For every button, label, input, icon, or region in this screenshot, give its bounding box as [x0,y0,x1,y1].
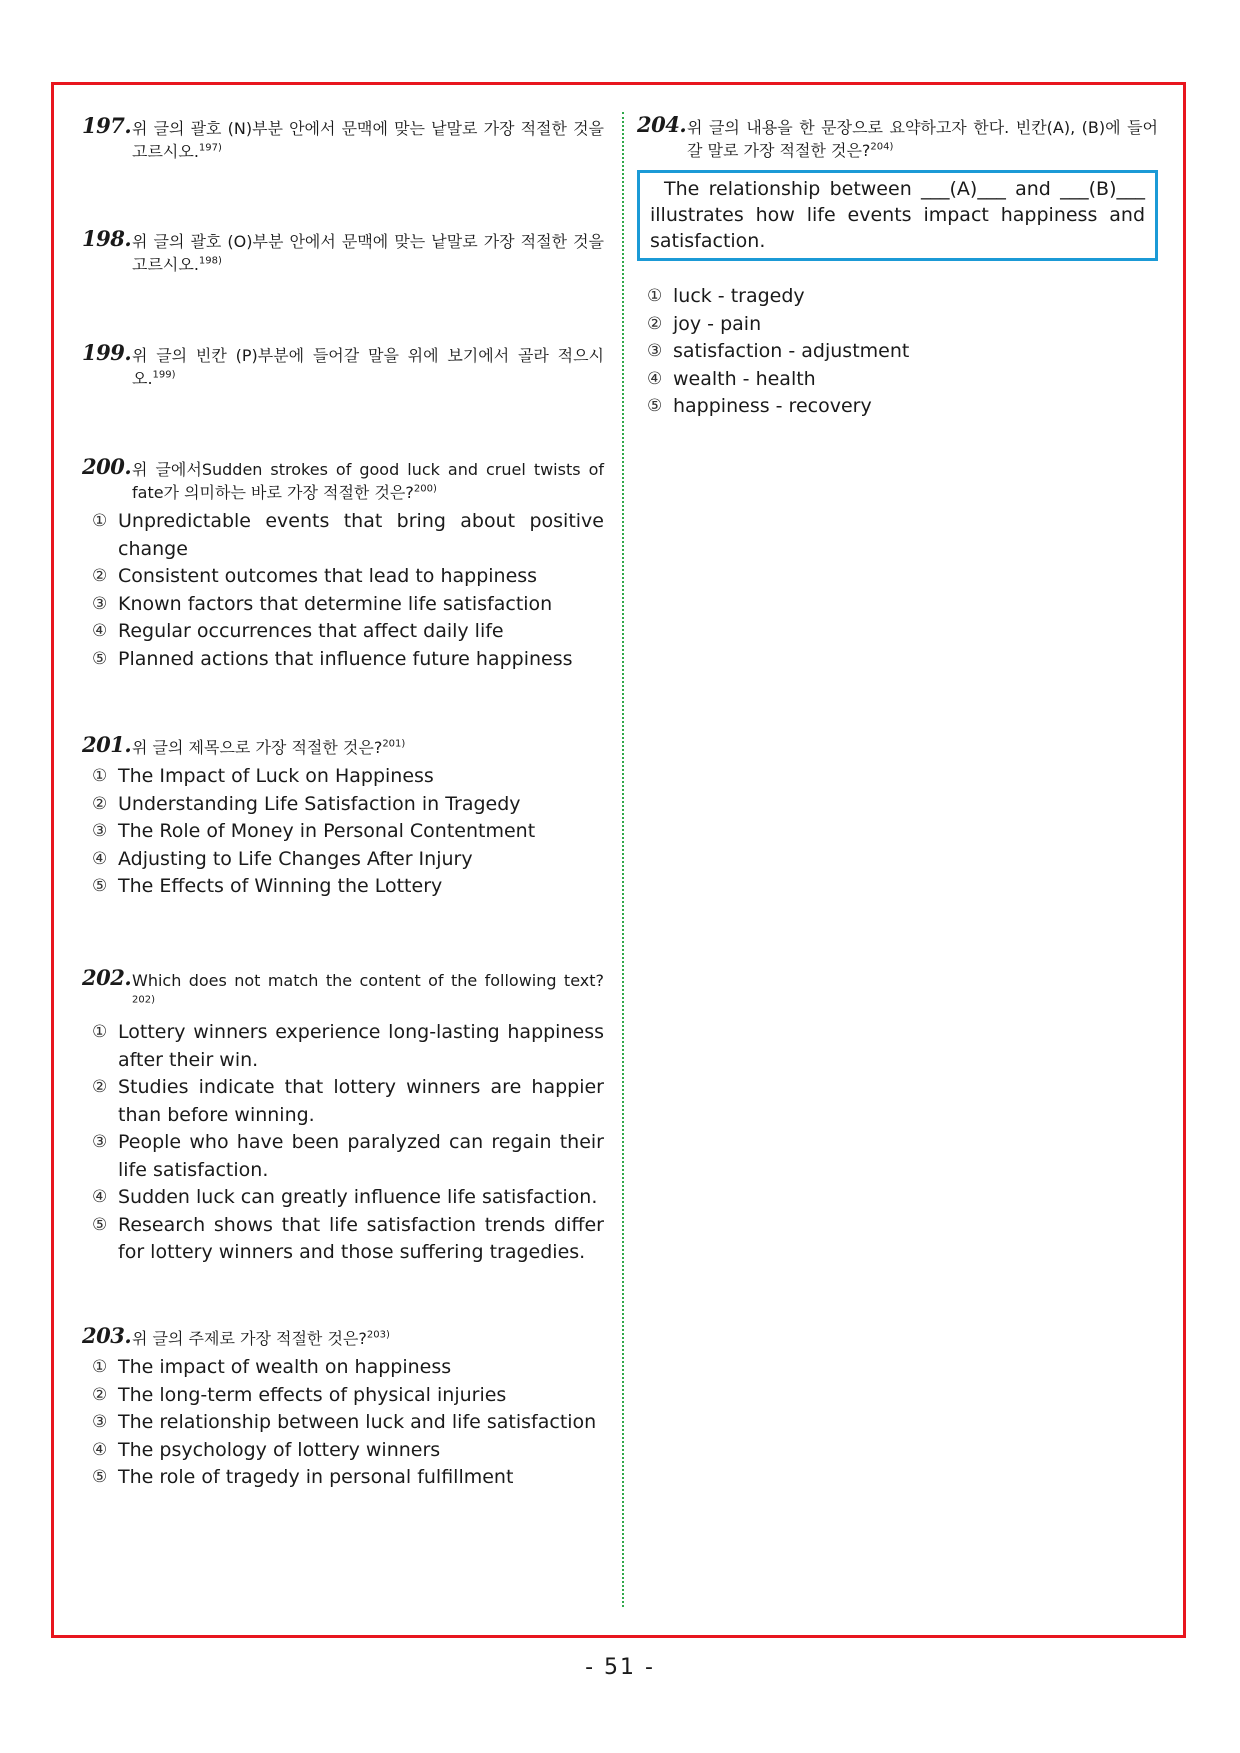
column-divider [622,112,624,1607]
answer-option-3[interactable] [637,338,1158,366]
answer-option-4[interactable] [637,366,1158,394]
option-text: Lottery winners experience long-lasting happiness after their win. [118,1021,604,1071]
option-number: ④ [92,1187,108,1207]
answer-option-3[interactable] [82,818,604,846]
answer-option-4[interactable] [82,618,604,646]
question-201-prompt [82,732,604,759]
option-number: ⑤ [92,876,108,896]
question-number: 203. [82,1323,132,1348]
question-number: 200. [82,454,132,479]
option-number: ① [92,1357,108,1377]
question-203 [82,1323,604,1492]
question-number: 202. [82,965,132,990]
answer-option-5[interactable] [82,1464,604,1492]
question-number: 198. [82,226,132,251]
option-text: The impact of wealth on happiness [118,1356,452,1378]
option-text: The psychology of lottery winners [118,1438,441,1461]
option-text: People who have been paralyzed can regain their life satisfaction. [118,1131,604,1181]
footnote-ref: 199) [152,369,176,381]
answer-option-1[interactable] [82,763,604,791]
question-number: 199. [82,340,132,365]
answer-option-5[interactable] [82,1212,604,1267]
answer-option-4[interactable] [82,846,604,874]
page-number: - 51 - [585,1655,655,1680]
question-204 [637,112,1158,421]
summary-text: The relationship between ___(A)___ and ___(B)___ illustrates how life events impact happiness and satisfaction. [650,178,1145,252]
answer-option-5[interactable] [82,646,604,674]
answer-options [637,283,1158,421]
question-text: 위 글의 내용을 한 문장으로 요약하고자 한다. 빈칸(A), (B)에 들어갈 말로 가장 적절한 것은? [687,118,1158,160]
question-text: 위 글의 빈칸 (P)부분에 들어갈 말을 위에 보기에서 골라 적으시오. [132,346,604,388]
answer-option-2[interactable] [82,1074,604,1129]
summary-box [637,170,1158,261]
question-number: 197. [82,113,132,138]
question-text: 위 글에서Sudden strokes of good luck and cruel twists of fate가 의미하는 바로 가장 적절한 것은? [132,460,604,502]
option-number: ③ [647,341,663,361]
option-text: joy - pain [673,312,762,335]
option-text: Planned actions that influence future happiness [118,647,573,670]
option-text: wealth - health [673,367,816,390]
question-202-prompt [82,965,604,1015]
footnote-ref: 198) [198,255,222,267]
answer-option-3[interactable] [82,591,604,619]
question-text: 위 글의 괄호 (O)부분 안에서 문맥에 맞는 낱말로 가장 적절한 것을 고르시오. [132,232,604,274]
option-text: Sudden luck can greatly influence life satisfaction. [118,1186,598,1208]
footnote-ref: 202) [132,994,155,1006]
option-text: The role of tragedy in personal fulfillment [118,1466,514,1488]
answer-option-2[interactable] [637,311,1158,339]
option-number: ① [647,286,663,306]
answer-option-1[interactable] [82,1019,604,1074]
question-number: 201. [82,732,132,757]
option-text: The Role of Money in Personal Contentment [118,820,536,842]
answer-option-5[interactable] [637,393,1158,421]
option-number: ③ [92,593,108,614]
answer-option-1[interactable] [82,1354,604,1382]
option-text: Understanding Life Satisfaction in Tragedy [118,792,521,815]
option-text: Unpredictable events that bring about positive change [118,510,604,560]
option-number: ② [92,566,108,586]
answer-options [82,763,604,901]
answer-option-5[interactable] [82,873,604,901]
option-text: The long-term effects of physical injuries [118,1383,507,1406]
answer-option-3[interactable] [82,1129,604,1184]
option-number: ③ [92,1412,108,1432]
answer-options [82,1019,604,1267]
question-199-prompt [82,340,604,390]
option-text: satisfaction - adjustment [673,340,910,362]
question-203-prompt [82,1323,604,1350]
footnote-ref: 203) [366,1329,390,1341]
option-number: ④ [92,1439,108,1460]
option-text: The Impact of Luck on Happiness [118,765,434,787]
option-number: ③ [92,1132,108,1152]
option-number: ① [92,766,108,786]
question-text: 위 글의 괄호 (N)부분 안에서 문맥에 맞는 낱말로 가장 적절한 것을 고르시오. [132,119,604,161]
answer-options [82,1354,604,1492]
option-text: The relationship between luck and life satisfaction [118,1411,597,1433]
question-197 [82,113,604,163]
option-text: Adjusting to Life Changes After Injury [118,847,473,870]
answer-option-2[interactable] [82,563,604,591]
option-text: Studies indicate that lottery winners are happier than before winning. [118,1076,604,1126]
question-201 [82,732,604,901]
answer-option-3[interactable] [82,1409,604,1437]
answer-option-1[interactable] [637,283,1158,311]
question-204-prompt [637,112,1158,162]
option-number: ② [92,1384,108,1405]
answer-option-4[interactable] [82,1437,604,1465]
option-text: Research shows that life satisfaction trends differ for lottery winners and those suffering tragedies. [118,1213,604,1263]
answer-option-2[interactable] [82,1382,604,1410]
option-number: ① [92,511,108,531]
question-200-prompt [82,454,604,504]
option-text: Regular occurrences that affect daily life [118,620,504,642]
option-number: ⑤ [92,1467,108,1487]
option-number: ③ [92,821,108,841]
option-number: ⑤ [92,648,108,669]
option-text: Known factors that determine life satisfaction [118,592,553,615]
option-text: Consistent outcomes that lead to happiness [118,565,538,587]
option-number: ④ [647,368,663,389]
option-number: ② [92,793,108,814]
question-202 [82,965,604,1267]
option-text: The Effects of Winning the Lottery [118,875,443,897]
question-text: 위 글의 주제로 가장 적절한 것은? [132,1329,367,1348]
question-198-prompt [82,226,604,276]
option-number: ① [92,1022,108,1042]
option-number: ④ [92,621,108,641]
option-number: ⑤ [647,396,663,416]
option-number: ② [647,313,663,334]
footnote-ref: 204) [870,141,894,153]
question-200 [82,454,604,673]
footnote-ref: 200) [413,483,437,495]
option-text: happiness - recovery [673,395,872,417]
answer-options [82,508,604,673]
option-number: ④ [92,848,108,869]
question-197-prompt [82,113,604,163]
footnote-ref: 197) [198,142,222,154]
option-number: ⑤ [92,1214,108,1235]
question-text: Which does not match the content of the following text? [132,971,604,990]
option-text: luck - tragedy [673,285,805,307]
answer-option-2[interactable] [82,791,604,819]
answer-option-4[interactable] [82,1184,604,1212]
question-198 [82,226,604,276]
question-number: 204. [637,112,687,137]
option-number: ② [92,1077,108,1097]
question-text: 위 글의 제목으로 가장 적절한 것은? [132,738,383,757]
answer-option-1[interactable] [82,508,604,563]
question-199 [82,340,604,390]
footnote-ref: 201) [382,738,406,750]
